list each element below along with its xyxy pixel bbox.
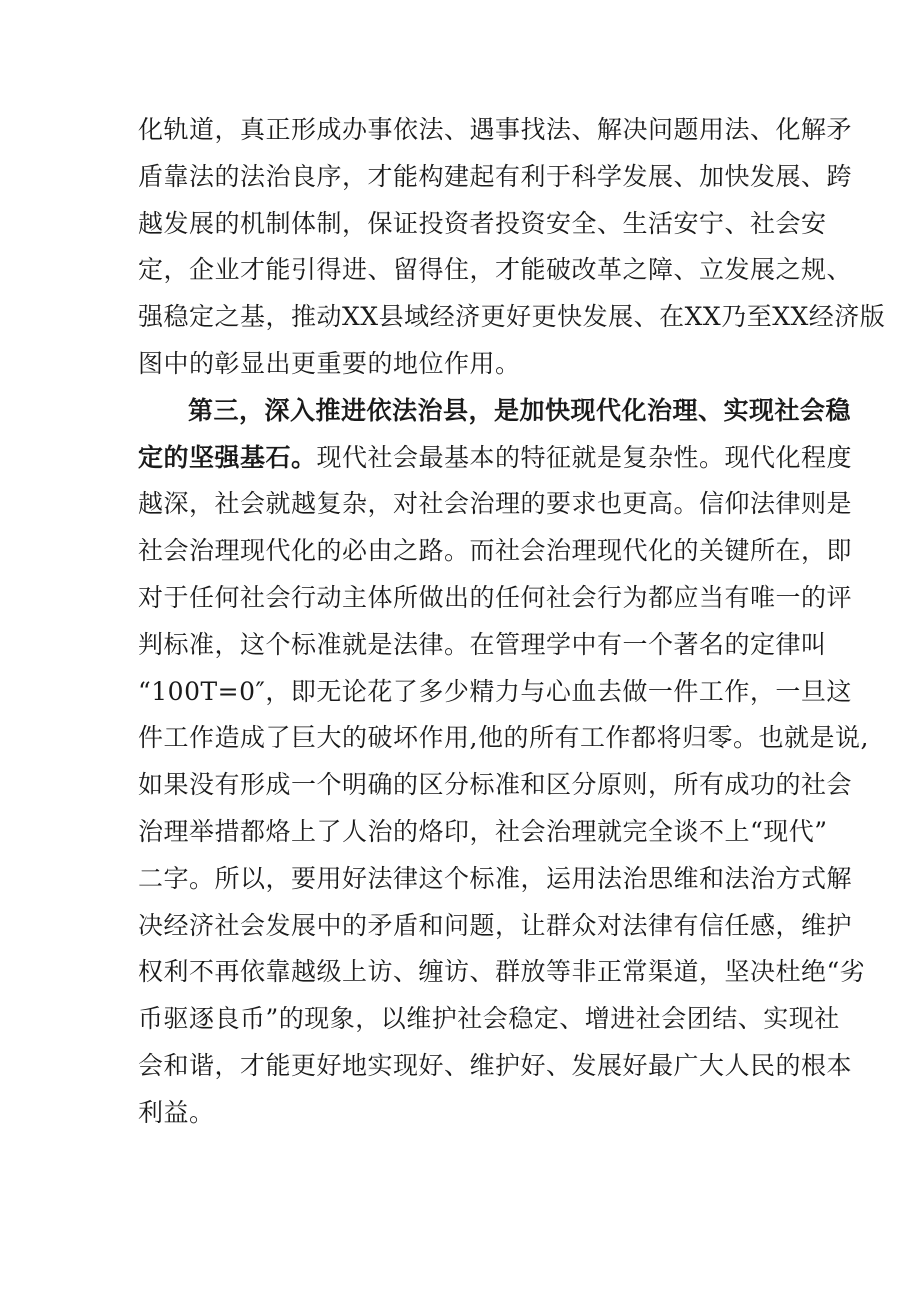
text-line: 强稳定之基，推动XX县域经济更好更快发展、在XX乃至XX经济版	[138, 302, 886, 332]
text-line: 定，企业才能引得进、留得住，才能破改革之障、立发展之规、	[138, 255, 853, 285]
paragraph-2-heading-end: 定的坚强基石。	[138, 442, 317, 472]
text-line: 越发展的机制体制，保证投资者投资安全、生活安宁、社会安	[138, 208, 827, 238]
text-line: “100T=0″，即无论花了多少精力与心血去做一件工作，一旦这	[138, 676, 852, 706]
text-line: 二字。所以，要用好法律这个标准，运用法治思维和法治方式解	[138, 863, 853, 893]
text-line: 治理举措都烙上了人治的烙印，社会治理就完全谈不上“现代”	[138, 816, 828, 846]
paragraph-2	[138, 388, 869, 1137]
text-line: 决经济社会发展中的矛盾和问题，让群众对法律有信任感，维护	[138, 910, 853, 940]
text-line: 如果没有形成一个明确的区分标准和区分原则，所有成功的社会	[138, 770, 853, 800]
document-body	[138, 107, 886, 1137]
text-line: 图中的彰显出更重要的地位作用。	[138, 348, 521, 378]
text-line: 会和谐，才能更好地实现好、维护好、发展好最广大人民的根本	[138, 1050, 853, 1080]
text-line: 化轨道，真正形成办事依法、遇事找法、解决问题用法、化解矛	[138, 115, 853, 144]
text-line: 利益。	[138, 1097, 215, 1127]
text-line	[138, 435, 853, 482]
text-line: 越深，社会就越复杂，对社会治理的要求也更高。信仰法律则是	[138, 489, 853, 519]
text-line: 盾靠法的法治良序，才能构建起有利于科学发展、加快发展、跨	[138, 161, 853, 191]
paragraph-2-line-rest: 现代社会最基本的特征就是复杂性。现代化程度	[316, 442, 853, 472]
text-line: 判标准，这个标准就是法律。在管理学中有一个著名的定律叫	[138, 629, 827, 659]
paragraph-1	[138, 107, 886, 388]
paragraph-2-heading-line: 第三，深入推进依法治县，是加快现代化治理、实现社会稳	[188, 395, 852, 425]
text-line: 币驱逐良币”的现象，以维护社会稳定、增进社会团结、实现社	[138, 1004, 840, 1034]
text-line: 对于任何社会行动主体所做出的任何社会行为都应当有唯一的评	[138, 582, 853, 612]
text-line: 件工作造成了巨大的破坏作用,他的所有工作都将归零。也就是说,	[138, 723, 869, 753]
text-line: 权利不再依靠越级上访、缠访、群放等非正常渠道，坚决杜绝“劣	[138, 957, 866, 987]
text-line: 社会治理现代化的必由之路。而社会治理现代化的关键所在，即	[138, 536, 853, 566]
